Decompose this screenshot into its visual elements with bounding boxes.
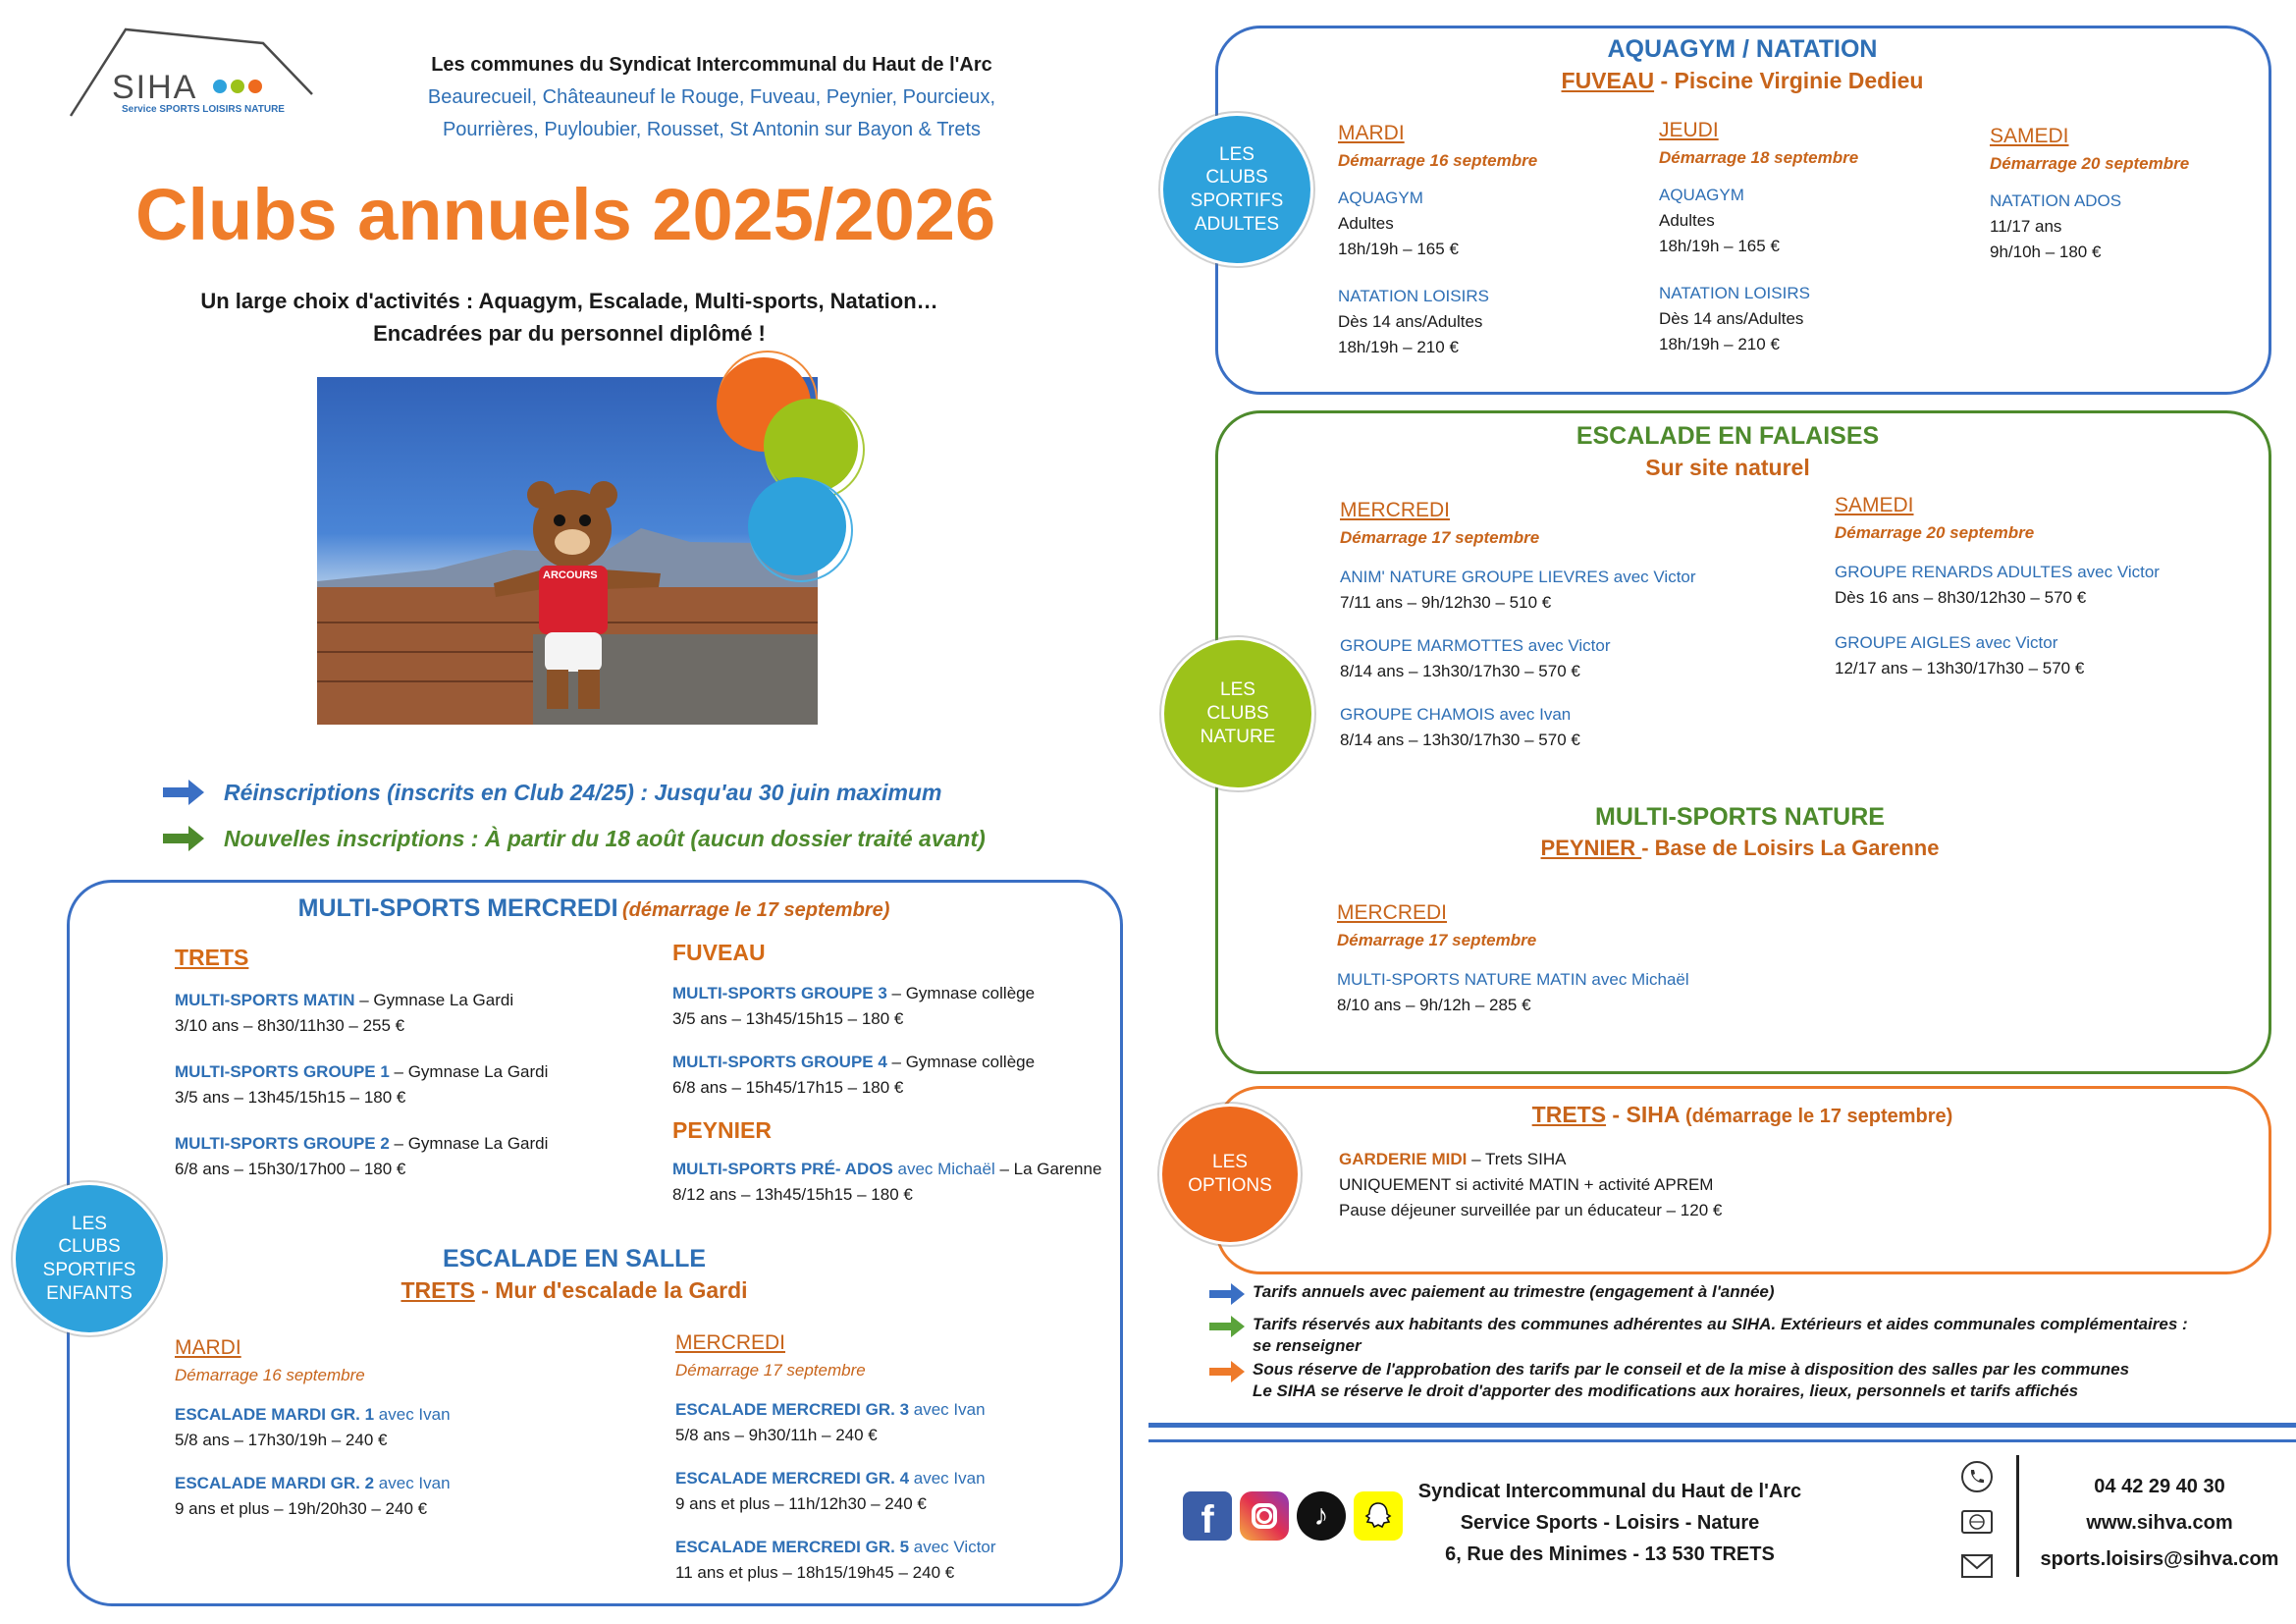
badge-line: NATURE xyxy=(1200,726,1276,747)
town-fuveau: FUVEAU xyxy=(672,940,766,965)
escalade-mardi-column xyxy=(175,1336,587,1519)
activity-name xyxy=(1340,636,1772,656)
multisports-title-text: MULTI-SPORTS MERCREDI xyxy=(297,894,618,922)
activity-title: MULTI-SPORTS MATIN xyxy=(175,991,355,1009)
instagram-icon[interactable] xyxy=(1240,1491,1289,1541)
activity-line: Dès 16 ans – 8h30/12h30 – 570 € xyxy=(1835,588,2087,607)
badge-line: ADULTES xyxy=(1194,213,1280,235)
facebook-icon[interactable]: f xyxy=(1183,1491,1232,1541)
activity-with: avec Victor xyxy=(1970,633,2058,652)
badge-line: CLUBS xyxy=(1205,167,1268,189)
nature-header xyxy=(1217,422,2238,481)
day-samedi: SAMEDI xyxy=(1835,494,1914,516)
nouvelles-text: Nouvelles inscriptions : À partir du 18 août (aucun dossier traité avant) xyxy=(224,825,986,851)
activity-title: NATATION LOISIRS xyxy=(1338,287,1489,305)
note-3a: Sous réserve de l'approbation des tarifs par le conseil et de la mise à disposition des salles par les communes xyxy=(1253,1360,2130,1379)
activity-line: Dès 14 ans/Adultes xyxy=(1338,312,1483,331)
footer-website[interactable]: www.sihva.com xyxy=(2086,1512,2233,1534)
nouvelles-row xyxy=(163,824,986,853)
logo-subtext: Service SPORTS LOISIRS NATURE xyxy=(122,104,285,115)
activity-with: avec Ivan xyxy=(374,1474,451,1492)
day-samedi: SAMEDI xyxy=(1990,125,2069,147)
activity-name xyxy=(1835,633,2247,653)
communes-title: Les communes du Syndicat Intercommunal du Haut de l'Arc xyxy=(431,54,992,76)
badge-clubs-enfants xyxy=(16,1185,163,1332)
notes-block xyxy=(1209,1282,2279,1401)
activity-line: 11 ans et plus – 18h15/19h45 – 240 € xyxy=(675,1563,955,1582)
activity-name xyxy=(1340,568,1772,587)
arrow-right-green-icon xyxy=(163,826,204,851)
reinscriptions-row xyxy=(163,778,941,807)
arrow-right-green-icon xyxy=(1209,1316,1245,1337)
activity-with: avec Victor xyxy=(2072,563,2160,581)
activity-name xyxy=(1340,705,1772,725)
activity-title: ESCALADE MARDI GR. 2 xyxy=(175,1474,375,1492)
activity-line: 3/5 ans – 13h45/15h15 – 180 € xyxy=(175,1088,406,1107)
footer-org-address: 6, Rue des Minimes - 13 530 TRETS xyxy=(1445,1543,1775,1565)
activity-title: GROUPE MARMOTTES xyxy=(1340,636,1524,655)
activity-line: Adultes xyxy=(1338,214,1394,233)
activity-line: 18h/19h – 210 € xyxy=(1659,335,1780,353)
social-icons xyxy=(1183,1491,1403,1541)
adultes-mardi-column xyxy=(1338,122,1632,357)
activity-title: MULTI-SPORTS GROUPE 4 xyxy=(672,1053,887,1071)
logo-text: SIHA xyxy=(112,69,198,106)
activity-line: 8/10 ans – 9h/12h – 285 € xyxy=(1337,996,1531,1014)
option-line-2: Pause déjeuner surveillée par un éducateur – 120 € xyxy=(1339,1201,1723,1219)
start-date: Démarrage 20 septembre xyxy=(1835,523,2035,542)
note-2b: se renseigner xyxy=(1253,1336,1362,1355)
footer-phone[interactable]: 04 42 29 40 30 xyxy=(2094,1476,2225,1497)
arrow-right-orange-icon xyxy=(1209,1361,1245,1382)
subtitle-block xyxy=(137,285,1001,350)
activity-with: avec Victor xyxy=(909,1538,996,1556)
options-header xyxy=(1217,1102,2268,1128)
activity-name xyxy=(1835,563,2247,582)
enfants-fuveau-column xyxy=(672,940,1114,1205)
activity-line: 18h/19h – 210 € xyxy=(1338,338,1459,356)
activity-line: Dès 14 ans/Adultes xyxy=(1659,309,1804,328)
option-place: – Trets SIHA xyxy=(1467,1150,1567,1168)
start-date: Démarrage 20 septembre xyxy=(1990,154,2190,173)
activity-with: avec Ivan xyxy=(374,1405,451,1424)
enfants-trets-column xyxy=(175,945,626,1179)
activity-place: – Gymnase La Gardi xyxy=(354,991,514,1009)
communes-line-1: Beaurecueil, Châteauneuf le Rouge, Fuveau, Peynier, Pourcieux, xyxy=(427,86,996,108)
adultes-samedi-column xyxy=(1990,125,2245,262)
multi-nature-place: - Base de Loisirs La Garenne xyxy=(1641,836,1940,860)
multi-nature-mercredi xyxy=(1337,901,1828,1015)
options-start: (démarrage le 17 septembre) xyxy=(1680,1106,1953,1127)
multi-nature-title: MULTI-SPORTS NATURE xyxy=(1595,803,1885,831)
footer-vertical-divider xyxy=(2016,1455,2019,1577)
arrow-right-blue-icon xyxy=(1209,1283,1245,1305)
activity-place: – Gymnase collège xyxy=(886,1053,1036,1071)
badge-clubs-nature xyxy=(1164,640,1311,787)
activity-title: NATATION ADOS xyxy=(1990,191,2122,210)
footer-org-service: Service Sports - Loisirs - Nature xyxy=(1460,1512,1760,1534)
tiktok-icon[interactable]: ♪ xyxy=(1297,1491,1346,1541)
nature-samedi-column xyxy=(1835,494,2247,678)
start-date: Démarrage 18 septembre xyxy=(1659,148,1859,167)
activity-title: GROUPE AIGLES xyxy=(1835,633,1971,652)
activity-line: 11/17 ans xyxy=(1990,217,2062,236)
activity-title: MULTI-SPORTS NATURE MATIN xyxy=(1337,970,1587,989)
badge-line: LES xyxy=(1220,679,1255,701)
activity-line: 6/8 ans – 15h45/17h15 – 180 € xyxy=(672,1078,904,1097)
activity-line: 8/14 ans – 13h30/17h30 – 570 € xyxy=(1340,662,1580,680)
activity-title: MULTI-SPORTS GROUPE 1 xyxy=(175,1062,390,1081)
adultes-jeudi-column xyxy=(1659,119,1953,354)
activity-title: ANIM' NATURE GROUPE LIEVRES xyxy=(1340,568,1610,586)
footer-contact xyxy=(2032,1469,2287,1578)
mail-icon xyxy=(1959,1551,1995,1581)
footer-contact-icons xyxy=(1959,1459,1999,1586)
activity-name xyxy=(672,984,1114,1003)
activity-title: GROUPE CHAMOIS xyxy=(1340,705,1495,724)
activity-line: 12/17 ans – 13h30/17h30 – 570 € xyxy=(1835,659,2085,677)
adultes-title: AQUAGYM / NATATION xyxy=(1607,35,1878,63)
start-date: Démarrage 16 septembre xyxy=(1338,151,1538,170)
activity-with: avec Victor xyxy=(1523,636,1611,655)
mascot-shirt-text: ARCOURS xyxy=(543,569,598,581)
activity-with: avec Michaël xyxy=(1586,970,1689,989)
badge-line: LES xyxy=(1212,1152,1248,1173)
activity-line: 6/8 ans – 15h30/17h00 – 180 € xyxy=(175,1160,406,1178)
page-title: Clubs annuels 2025/2026 xyxy=(135,174,996,255)
options-town: TRETS xyxy=(1531,1102,1607,1127)
decorative-circles-icon xyxy=(713,350,899,613)
multisports-start: (démarrage le 17 septembre) xyxy=(622,899,890,921)
siha-logo xyxy=(67,26,322,124)
communes-block xyxy=(393,49,1031,146)
town-peynier: PEYNIER xyxy=(672,1117,772,1143)
multi-nature-header xyxy=(1423,803,2056,861)
activity-title: ESCALADE MERCREDI GR. 5 xyxy=(675,1538,910,1556)
badge-line: LES xyxy=(1219,143,1255,165)
activity-title: ESCALADE MERCREDI GR. 3 xyxy=(675,1400,910,1419)
footer-org xyxy=(1414,1476,1806,1570)
note-1: Tarifs annuels avec paiement au trimestre (engagement à l'année) xyxy=(1253,1282,1775,1301)
activity-name xyxy=(675,1538,1107,1557)
activity-title: MULTI-SPORTS GROUPE 3 xyxy=(672,984,887,1002)
ghost-icon xyxy=(1362,1500,1394,1532)
day-mercredi: MERCREDI xyxy=(1340,499,1451,521)
activity-title: ESCALADE MARDI GR. 1 xyxy=(175,1405,375,1424)
day-mercredi: MERCREDI xyxy=(675,1331,786,1354)
nature-mercredi-column xyxy=(1340,499,1772,750)
activity-line: 8/12 ans – 13h45/15h15 – 180 € xyxy=(672,1185,913,1204)
activity-line: 9 ans et plus – 11h/12h30 – 240 € xyxy=(675,1494,927,1513)
start-date: Démarrage 16 septembre xyxy=(175,1366,365,1384)
activity-line: 3/5 ans – 13h45/15h15 – 180 € xyxy=(672,1009,904,1028)
activity-name xyxy=(672,1053,1114,1072)
option-act: GARDERIE MIDI xyxy=(1339,1150,1468,1168)
activity-line: 9h/10h – 180 € xyxy=(1990,243,2102,261)
escalade-salle-header xyxy=(294,1245,854,1304)
activity-name xyxy=(675,1469,1107,1489)
options-title: - SIHA xyxy=(1606,1102,1681,1127)
activity-with: avec Michaël xyxy=(892,1160,995,1178)
activity-with: avec Ivan xyxy=(909,1469,986,1488)
day-mardi: MARDI xyxy=(1338,122,1405,144)
activity-line: 3/10 ans – 8h30/11h30 – 255 € xyxy=(175,1016,405,1035)
activity-place: – Gymnase La Gardi xyxy=(389,1062,549,1081)
badge-line: OPTIONS xyxy=(1188,1175,1272,1196)
options-body xyxy=(1339,1147,2124,1223)
activity-name xyxy=(175,991,626,1010)
activity-name xyxy=(175,1405,587,1425)
day-jeudi: JEUDI xyxy=(1659,119,1719,141)
badge-options xyxy=(1162,1107,1298,1242)
badge-line: LES xyxy=(72,1213,107,1234)
adultes-place: - Piscine Virginie Dedieu xyxy=(1654,68,1924,93)
activity-line: 5/8 ans – 9h30/11h – 240 € xyxy=(675,1426,878,1444)
activity-title: AQUAGYM xyxy=(1659,186,1744,204)
activity-line: 5/8 ans – 17h30/19h – 240 € xyxy=(175,1431,388,1449)
activity-line: 7/11 ans – 9h/12h30 – 510 € xyxy=(1340,593,1552,612)
phone-icon xyxy=(1959,1459,1995,1494)
badge-line: SPORTIFS xyxy=(1190,190,1284,211)
activity-with: avec Ivan xyxy=(1494,705,1572,724)
badge-line: ENFANTS xyxy=(46,1282,133,1304)
escalade-salle-place: - Mur d'escalade la Gardi xyxy=(474,1277,748,1303)
communes-line-2: Pourrières, Puyloubier, Rousset, St Antonin sur Bayon & Trets xyxy=(442,119,982,140)
footer-divider xyxy=(1148,1423,2296,1428)
escalade-salle-title: ESCALADE EN SALLE xyxy=(442,1245,707,1272)
activity-with: avec Ivan xyxy=(909,1400,986,1419)
start-date: Démarrage 17 septembre xyxy=(675,1361,866,1380)
activity-title: MULTI-SPORTS PRÉ- ADOS xyxy=(672,1160,893,1178)
start-date: Démarrage 17 septembre xyxy=(1340,528,1540,547)
escalade-salle-town: TRETS xyxy=(400,1277,475,1303)
adultes-header xyxy=(1217,35,2268,94)
arrow-right-blue-icon xyxy=(163,780,204,805)
activity-with: avec Victor xyxy=(1609,568,1696,586)
activity-place: – Gymnase collège xyxy=(886,984,1036,1002)
activity-line: 18h/19h – 165 € xyxy=(1659,237,1780,255)
note-3b: Le SIHA se réserve le droit d'apporter des modifications aux horaires, lieux, personnels et tarifs affichés xyxy=(1253,1381,2079,1400)
activity-name xyxy=(672,1160,1114,1179)
day-mercredi: MERCREDI xyxy=(1337,901,1448,924)
start-date: Démarrage 17 septembre xyxy=(1337,931,1537,949)
activity-line: 8/14 ans – 13h30/17h30 – 570 € xyxy=(1340,731,1580,749)
nature-title: ESCALADE EN FALAISES xyxy=(1575,422,1880,450)
reinscriptions-text: Réinscriptions (inscrits en Club 24/25) : Jusqu'au 30 juin maximum xyxy=(224,779,942,805)
escalade-mercredi-column xyxy=(675,1331,1107,1583)
globe-icon xyxy=(1959,1505,1995,1541)
adultes-town: FUVEAU xyxy=(1561,68,1655,93)
badge-clubs-adultes xyxy=(1163,116,1310,263)
subtitle-line-1: Un large choix d'activités : Aquagym, Escalade, Multi-sports, Natation… xyxy=(200,289,938,313)
activity-name xyxy=(1337,970,1828,990)
activity-name xyxy=(175,1474,587,1493)
subtitle-line-2: Encadrées par du personnel diplômé ! xyxy=(373,321,766,346)
activity-line: 9 ans et plus – 19h/20h30 – 240 € xyxy=(175,1499,428,1518)
activity-name xyxy=(175,1062,626,1082)
activity-line: Adultes xyxy=(1659,211,1715,230)
footer-divider-thin xyxy=(1148,1439,2296,1442)
activity-title: GROUPE RENARDS ADULTES xyxy=(1835,563,2073,581)
note-2a: Tarifs réservés aux habitants des communes adhérentes au SIHA. Extérieurs et aides communales complémentaires : xyxy=(1253,1315,2188,1333)
activity-place: – La Garenne xyxy=(994,1160,1102,1178)
activity-title: ESCALADE MERCREDI GR. 4 xyxy=(675,1469,910,1488)
nature-subtitle: Sur site naturel xyxy=(1645,455,1810,480)
footer-email[interactable]: sports.loisirs@sihva.com xyxy=(2040,1548,2279,1570)
option-line-1: UNIQUEMENT si activité MATIN + activité APREM xyxy=(1339,1175,1714,1194)
multi-nature-town: PEYNIER xyxy=(1540,836,1642,860)
snapchat-icon[interactable] xyxy=(1354,1491,1403,1541)
footer-org-name: Syndicat Intercommunal du Haut de l'Arc xyxy=(1417,1481,1802,1502)
badge-line: CLUBS xyxy=(58,1236,121,1258)
activity-title: AQUAGYM xyxy=(1338,189,1423,207)
activity-name xyxy=(175,1134,626,1154)
day-mardi: MARDI xyxy=(175,1336,241,1359)
multisports-title xyxy=(69,894,1119,923)
activity-line: 18h/19h – 165 € xyxy=(1338,240,1459,258)
activity-title: NATATION LOISIRS xyxy=(1659,284,1810,302)
activity-place: – Gymnase La Gardi xyxy=(389,1134,549,1153)
badge-line: SPORTIFS xyxy=(42,1260,136,1280)
town-trets: TRETS xyxy=(175,945,249,970)
badge-line: CLUBS xyxy=(1206,703,1269,725)
activity-name xyxy=(675,1400,1107,1420)
activity-title: MULTI-SPORTS GROUPE 2 xyxy=(175,1134,390,1153)
